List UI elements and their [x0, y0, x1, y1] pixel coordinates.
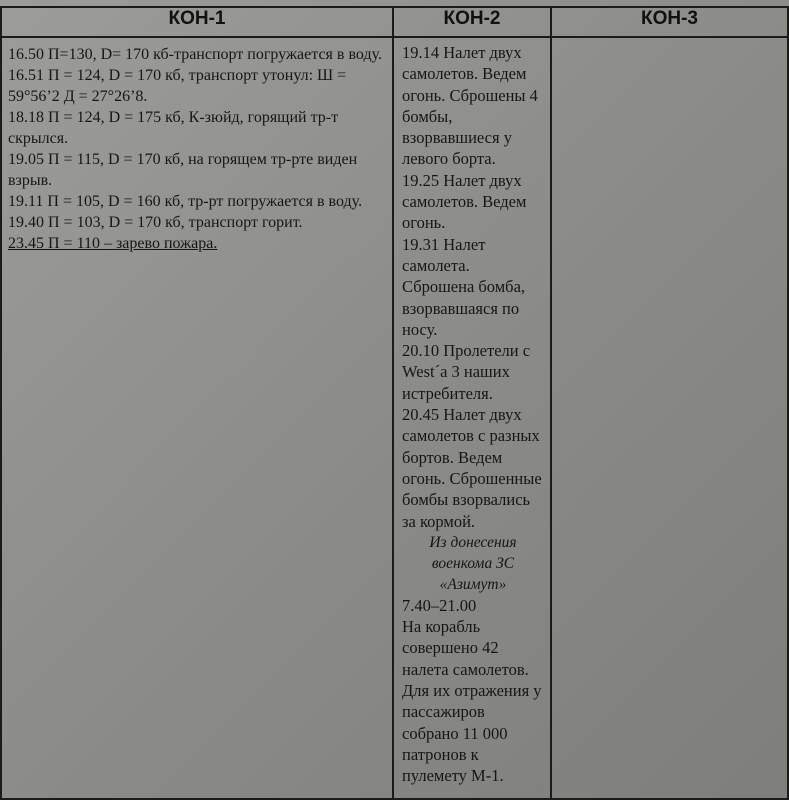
header-kon-2: КОН-2 — [393, 7, 551, 37]
kon-2-entry: 19.14 Налет двух самолетов. Ведем огонь. Сброшены 4 бомбы, взорвавшиеся у левого борта. — [402, 43, 538, 169]
kon-2-entry: На корабль совершено 42 налета самолетов. — [402, 617, 529, 679]
kon-1-entry: 16.50 П=130, D= 170 кб-транспорт погружается в воду. — [8, 46, 382, 63]
header-kon-3: КОН-3 — [551, 7, 788, 37]
kon-2-entry: 20.10 Пролетели с West´a 3 наших истребителя. — [402, 341, 531, 403]
kon-1-entry: 19.40 П = 103, D = 170 кб, транспорт горит. — [8, 214, 303, 231]
kon-2-time-range: 7.40–21.00 — [402, 595, 477, 615]
kon-1-entry: 18.18 П = 124, D = 175 кб, К-зюйд, горящий тр-т скрылся. — [8, 109, 339, 147]
kon-2-source-note: Из донесения военкома ЗС «Азимут» — [429, 533, 517, 593]
kon-2-entries — [394, 38, 550, 787]
header-kon-1: КОН-1 — [1, 7, 393, 37]
kon-2-entry: 19.25 Налет двух самолетов. Ведем огонь. — [402, 170, 527, 233]
body-row — [1, 37, 788, 799]
kon-1-entry: 19.11 П = 105, D = 160 кб, тр-рт погружается в воду. — [8, 193, 363, 210]
kon-1-cell — [1, 37, 393, 799]
header-row — [1, 7, 788, 37]
kon-2-entry: Для их отражения у пассажиров собрано 11 000 патронов к пулемету М-1. — [402, 681, 542, 786]
kon-2-entry: 19.31 Налет самолета. Сброшена бомба, взорвавшаяся по носу. — [402, 234, 526, 339]
kon-1-entries — [2, 38, 392, 254]
kon-1-entry: 19.05 П = 115, D = 170 кб, на горящем тр-рте виден взрыв. — [8, 151, 358, 189]
kon-2-entry: 20.45 Налет двух самолетов с разных бортов. Ведем огонь. Сброшенные бомбы взорвались за кормой. — [402, 405, 542, 531]
kon-table — [0, 6, 789, 800]
kon-3-cell — [551, 37, 788, 799]
kon-1-entry: 16.51 П = 124, D = 170 кб, транспорт утонул: Ш = 59°56’2 Д = 27°26’8. — [8, 67, 347, 105]
kon-1-entry-underlined: 23.45 П = 110 – зарево пожара. — [8, 235, 218, 252]
kon-2-cell — [393, 37, 551, 799]
